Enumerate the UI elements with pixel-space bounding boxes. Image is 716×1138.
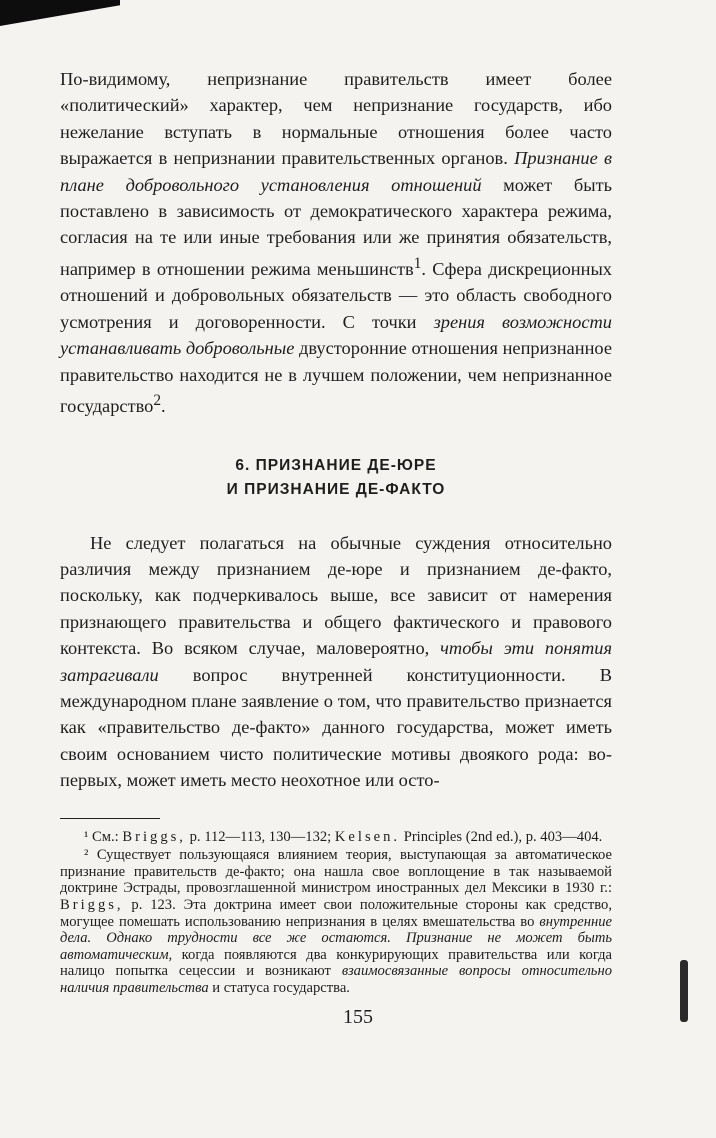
scan-corner-mark — [0, 0, 120, 26]
author-name: Briggs, — [122, 828, 186, 845]
author-name: Kelsen. — [334, 828, 401, 845]
text-run: вопрос внутренней конституционности. В международном плане заявление о том, что правительство признается как «правительство де-факто» данного государства, может иметь своим основанием чисто политические мотивы двоякого рода: во-первых, может иметь место неохотное или осто- — [60, 664, 612, 791]
italic-run: чтобы эти понятия затрагивали — [60, 638, 612, 685]
text-run: . — [161, 396, 166, 417]
text-run: p. 112—113, 130—132; — [185, 828, 335, 845]
book-page — [60, 66, 612, 999]
text-run: По-видимому, непризнание правительств имеет более «политический» характер, чем непризнание государств, ибо нежелание вступать в нормальные отношения более часто выражается в непризнании правительственных органов. — [60, 69, 612, 169]
paragraph-1 — [60, 66, 612, 420]
footnote-mark: ¹ — [84, 828, 89, 845]
text-run: Существует пользующаяся влиянием теория, выступающая за автоматическое признание правительств де-факто; она нашла свое воплощение в так называемой доктрине Эстрады, провозглашенной министром иностранных дел Мексики в 1930 г.: — [60, 847, 612, 897]
page-number: 155 — [343, 1006, 373, 1028]
section-heading-line-1: 6. ПРИЗНАНИЕ ДЕ-ЮРЕ — [235, 456, 437, 474]
italic-run: внутренние дела. Однако трудности все же остаются. Признание не может быть автоматическим, — [60, 913, 612, 963]
footnote-1 — [60, 829, 612, 846]
text-run: и статуса государства. — [208, 979, 350, 996]
italic-run: зрения возможности устанавливать добровольные — [60, 311, 612, 359]
text-run: Не следует полагаться на обычные суждения относительно различия между признанием де-юре и признанием де-факто, поскольку, как подчеркивалось выше, все зависит от намерения признающего правительства и общего фактического и правового контекста. Во всяком случае, маловероятно, — [60, 532, 612, 659]
footnote-ref-1: 1 — [413, 254, 422, 272]
footnote-mark: ² — [84, 847, 89, 864]
section-heading-line-2: И ПРИЗНАНИЕ ДЕ-ФАКТО — [226, 480, 446, 498]
author-name: Briggs, — [60, 896, 124, 913]
text-run: когда появляются два конкурирующих правительства или когда налицо попытка сецессии и возникают — [60, 946, 612, 980]
text-run: может быть поставлено в зависимость от демократического характера режима, согласия на те или иные требования или же принятия обязательств, например в отношении режима меньшинств — [60, 174, 612, 279]
footnote-divider — [60, 818, 160, 819]
text-run: . Сфера дискреционных отношений и добровольных обязательств — это область свободного усмотрения и договоренности. С точки — [60, 258, 612, 332]
italic-run: Признание в плане добровольного установления отношений — [60, 148, 612, 195]
text-run: См.: — [88, 828, 123, 845]
footnote-2 — [60, 847, 612, 996]
section-heading — [60, 454, 612, 502]
text-run: p. 123. Эта доктрина имеет свои положительные стороны как средство, могущее помешать использованию непризнания в целях вмешательства во — [60, 896, 612, 930]
text-run: Principles (2nd ed.), p. 403—404. — [400, 828, 603, 845]
text-run: двусторонние отношения непризнанное правительство находится не в лучшем положении, чем непризнанное государство — [60, 338, 612, 417]
italic-run: взаимосвязанные вопросы относительно наличия правительства — [60, 963, 612, 996]
paragraph-2 — [60, 530, 612, 794]
footnote-ref-2: 2 — [153, 392, 162, 409]
footnotes — [60, 829, 612, 997]
